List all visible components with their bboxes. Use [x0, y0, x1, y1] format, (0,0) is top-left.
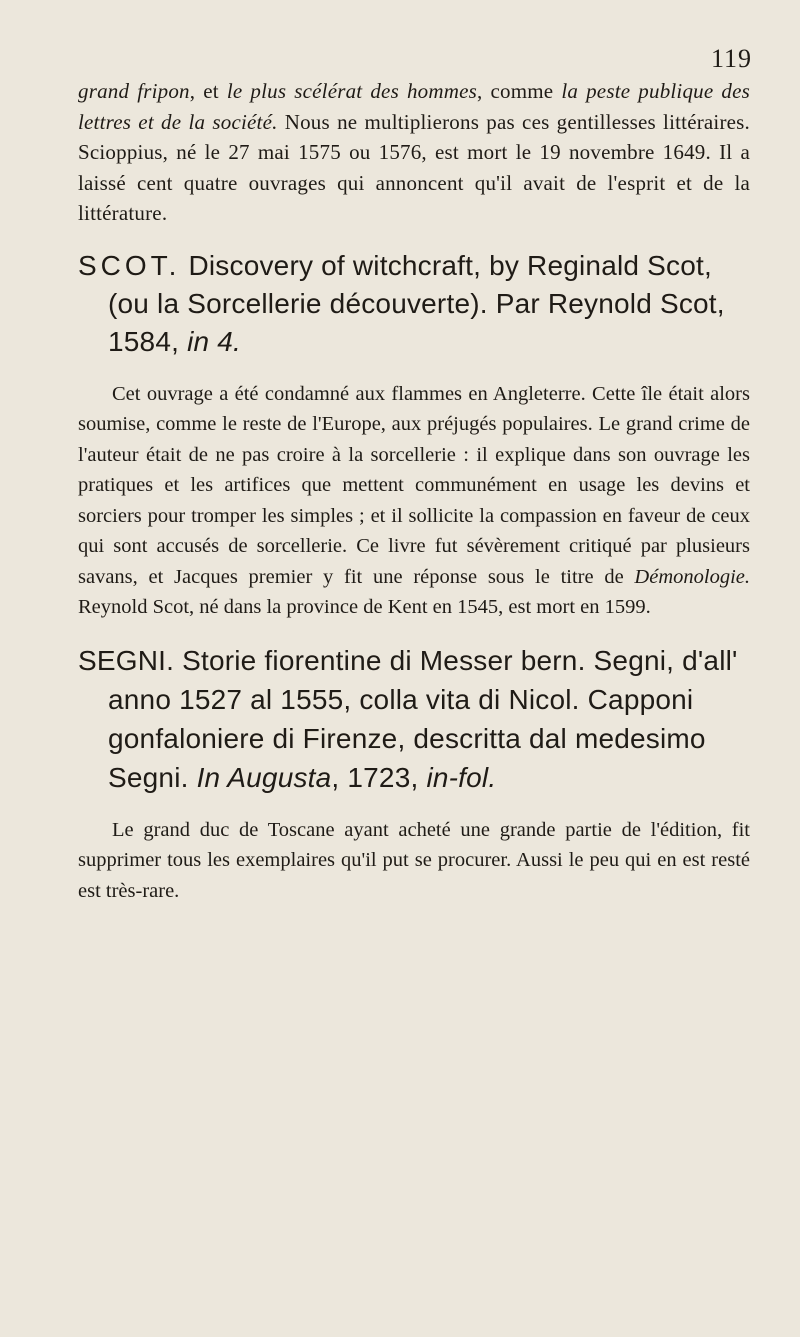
continuation-italic-3: le plus scélérat des hommes: [226, 79, 478, 103]
continuation-text-2: , et: [189, 79, 227, 103]
continuation-italic-1: grand fripon: [78, 79, 190, 103]
entry-format-scot: in 4.: [187, 325, 241, 357]
entry-imprint-segni: , 1723,: [331, 761, 427, 793]
entry-format-segni: in-fol.: [426, 761, 497, 793]
entry-heading-scot: [78, 247, 750, 361]
entry-note-scot-text: Cet ouvrage a été condamné aux flammes en Angleterre. Cette île était alors soumise, comme le reste de l'Europe, aux préjugés populaires. Le grand crime de l'auteur était de ne pas croire à la sorcellerie : il explique dans son ouvrage les pratiques et les artifices que mettent communément en usage les devins et sorciers pour tromper les simples ; et il sollicite la compassion en faveur de ceux qui sont accusés de sorcellerie. Ce livre fut sévèrement critiqué par plusieurs savans, et Jacques premier y fit une réponse sous le titre de: [78, 382, 750, 588]
entry-author-segni: SEGNI.: [78, 644, 175, 676]
continuation-italic-5: la peste publique des lettres et de la société.: [78, 79, 751, 134]
entry-note-segni: Le grand duc de Toscane ayant acheté une grande partie de l'édition, fit supprimer tous les exemplaires qu'il put se procurer. Aussi le peu qui en est resté est très-rare.: [78, 818, 750, 902]
entry-author-scot: SCOT.: [78, 249, 181, 281]
continuation-paragraph: [78, 76, 750, 229]
page-number: 119: [710, 44, 752, 73]
continuation-text-6: Nous ne multiplierons pas ces gentillesses littéraires. Scioppius, né le 27 mai 1575 ou 1576, est mort le 19 novembre 1649. Il a laissé cent quatre ouvrages qui annoncent qu'il avait de l'esprit et de la littérature.: [78, 109, 750, 225]
entry-heading-segni: [78, 641, 750, 797]
entry-note-scot: [78, 379, 750, 623]
entry-note-scot-italic: Démonologie.: [634, 565, 750, 588]
page-content: [78, 40, 750, 924]
entry-title-scot: Discovery of witchcraft, by Reginald Scot, (ou la Sorcellerie découverte). Par Reynold Scot, 1584,: [108, 249, 725, 357]
continuation-text-4: , comme: [477, 79, 562, 103]
entry-title-segni: Storie fiorentine di Messer bern. Segni, d'all' anno 1527 al 1555, colla vita di Nicol. Capponi gonfaloniere di Firenze, descritta dal medesimo Segni.: [108, 644, 738, 793]
entry-imprint-segni-italic: In Augusta: [196, 761, 332, 793]
entry-note-scot-end: Reynold Scot, né dans la province de Kent en 1545, est mort en 1599.: [78, 596, 651, 618]
